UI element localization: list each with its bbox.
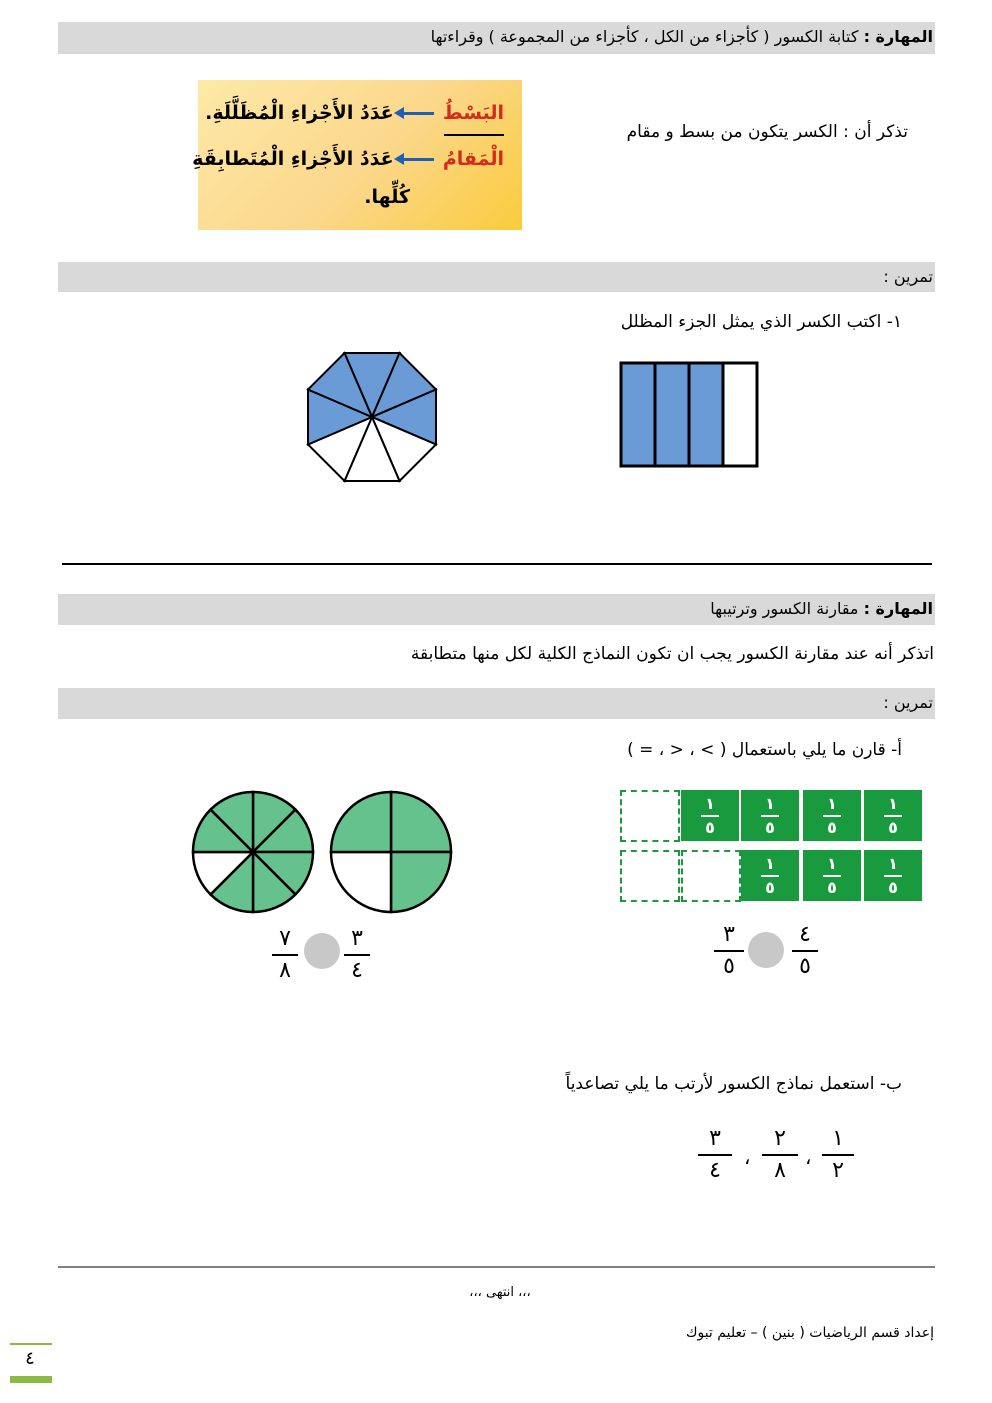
circle-slice-shaded [391,852,451,912]
circle-slice [331,852,391,912]
compare-blank-circle[interactable] [748,932,784,968]
reminder-2: اتذكر أنه عند مقارنة الكسور يجب ان تكون النماذج الكلية لكل منها متطابقة [410,644,934,664]
bar-empty-cell [620,790,680,842]
page-number-bottom-bar [10,1376,52,1383]
numerator: ١ [832,1126,844,1151]
rect-part-shaded [621,363,655,466]
denominator: ٤ [351,958,363,983]
question-1: ١- اكتب الكسر الذي يمثل الجزء المظلل [620,312,902,332]
footer-divider [58,1266,935,1268]
octagon-slices [308,353,436,481]
rect-part [723,363,757,466]
numerator-desc: عَدَدُ الأَجْزاءِ الْمُظَلَّلَةِ. [205,102,394,124]
rectangle-model [619,361,759,468]
fraction-bar [792,950,818,952]
denominator: ٥ [723,954,735,979]
denominator-row [192,148,504,170]
numerator: ٧ [279,926,291,951]
reminder-1: تذكر أن : الكسر يتكون من بسط و مقام [626,122,908,142]
arrow-icon [402,112,434,115]
unit-fraction-cell: ١ ٥ [803,850,861,901]
fraction-bar [822,1154,854,1156]
numerator: ٣ [709,1126,721,1151]
fraction-bar [698,1154,732,1156]
fraction-2-8 [762,1126,798,1184]
page-number: ٤ [25,1348,35,1369]
circle-eighths-model [191,790,315,914]
circle-slice-shaded [331,792,391,852]
question-b: ب- استعمل نماذج الكسور لأرتب ما يلي تصاعدياً [565,1074,902,1094]
exercise-header-2: تمرين : [58,688,935,719]
unit-fraction-cell: ١ ٥ [741,790,799,841]
skill-text: كتابة الكسور ( كأجزاء من الكل ، كأجزاء من المجموعة ) وقراءتها [430,27,859,46]
fraction-3-4 [344,926,370,984]
denominator: ٤ [709,1158,721,1183]
denominator: ٨ [774,1158,786,1183]
comma-separator: ، [805,1145,812,1169]
denominator: ٨ [279,958,291,983]
rect-part-shaded [655,363,689,466]
fraction-7-8 [272,926,298,984]
comma-separator: ، [744,1145,751,1169]
skill-header-2 [58,594,935,625]
unit-fraction-cell: ١ ٥ [864,790,922,841]
fraction-bar [272,954,298,956]
numerator: ٢ [774,1126,786,1151]
fraction-3-4 [698,1126,732,1184]
question-a: أ- قارن ما يلي باستعمال ( > ، < ، = ) [627,740,902,760]
denominator: ٢ [832,1158,844,1183]
fraction-1-2 [822,1126,854,1184]
page-number-top-line [10,1343,52,1345]
denominator-desc: عَدَدُ الأَجْزاءِ الْمُتَطابِقَةِ [192,148,394,170]
fraction-definition-callout [192,80,522,230]
footer-credit: إعداد قسم الرياضيات ( بنين ) – تعليم تبوك [685,1325,934,1341]
end-text: ،،، انتهى ،،، [469,1285,531,1300]
numerator: ٤ [799,922,811,947]
fraction-bar [344,954,370,956]
fraction-4-5 [792,922,818,980]
section-divider [62,563,932,565]
skill-label: المهارة : [863,599,933,618]
exercise-header-1: تمرين : [58,262,935,292]
fraction-divider [444,134,504,136]
fraction-bar [762,1154,798,1156]
skill-label: المهارة : [863,27,933,46]
fraction-bar [714,950,744,952]
fraction-3-5 [714,922,744,980]
denominator-desc-2: كُلِّها. [364,186,410,208]
numerator-row [205,102,504,124]
skill-text: مقارنة الكسور وترتيبها [710,599,859,618]
compare-blank-circle[interactable] [304,933,340,969]
arrow-icon [402,158,434,161]
denominator: ٥ [799,954,811,979]
unit-fraction-cell: ١ ٥ [803,790,861,841]
octagon-model [306,351,438,483]
numerator: ٣ [351,926,363,951]
bar-empty-cell [620,850,680,902]
unit-fraction-cell: ١ ٥ [864,850,922,901]
denominator-term: الْمَقامُ [442,148,504,170]
circle-quarters-model [329,790,453,914]
circle-slice-shaded [391,792,451,852]
numerator-term: البَسْطُ [442,102,504,124]
unit-fraction-cell: ١ ٥ [741,850,799,901]
unit-fraction-cell: ١ ٥ [681,790,739,841]
rect-part-shaded [689,363,723,466]
skill-header-1 [58,22,935,54]
numerator: ٣ [723,922,735,947]
bar-empty-cell [681,850,741,902]
